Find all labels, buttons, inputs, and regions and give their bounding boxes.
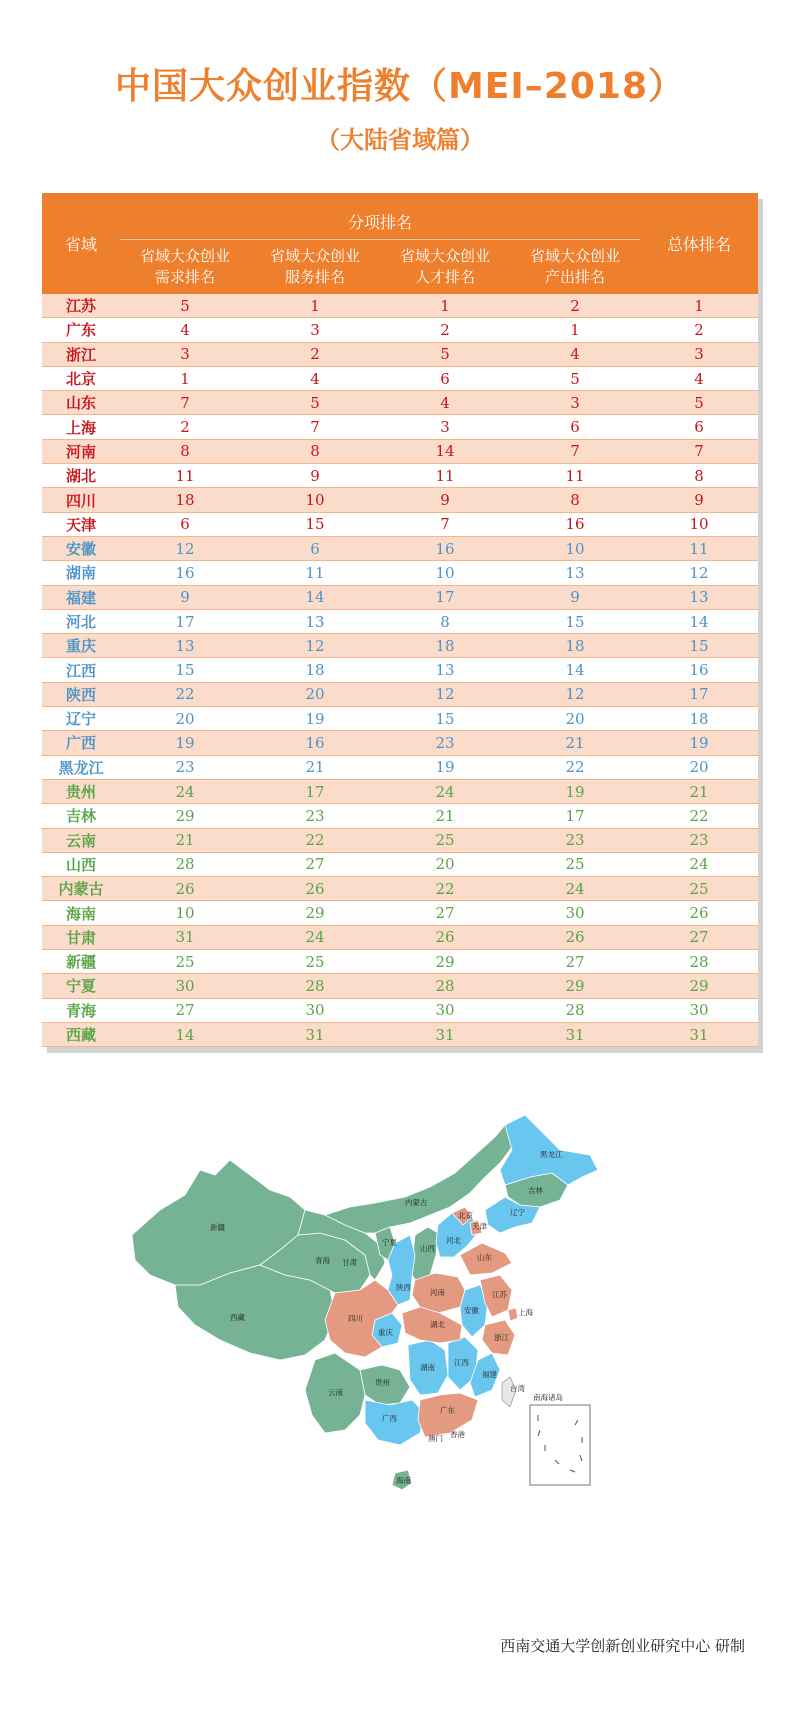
header-talent-rank [380, 240, 510, 295]
overall-rank: 30 [640, 998, 758, 1022]
map-label-taiwan: 台湾 [510, 1384, 525, 1393]
table-row [42, 561, 758, 585]
talent-rank: 27 [380, 901, 510, 925]
overall-rank: 13 [640, 585, 758, 609]
ranking-table-body [42, 294, 758, 1047]
map-label-hubei: 湖北 [430, 1320, 445, 1329]
talent-rank: 20 [380, 852, 510, 876]
map-label-henan: 河南 [430, 1288, 445, 1297]
province-name: 北京 [42, 366, 120, 390]
talent-rank: 25 [380, 828, 510, 852]
talent-rank: 28 [380, 974, 510, 998]
demand-rank: 12 [120, 536, 250, 560]
demand-rank: 17 [120, 609, 250, 633]
talent-rank: 12 [380, 682, 510, 706]
header-service-rank [250, 240, 380, 295]
talent-rank: 19 [380, 755, 510, 779]
table-row [42, 950, 758, 974]
service-rank: 30 [250, 998, 380, 1022]
table-row [42, 707, 758, 731]
header-output-line2: 产出排名 [544, 268, 605, 286]
overall-rank: 23 [640, 828, 758, 852]
header-province: 省域 [42, 193, 120, 294]
table-row [42, 464, 758, 488]
service-rank: 15 [250, 512, 380, 536]
overall-rank: 31 [640, 1022, 758, 1046]
table-row [42, 804, 758, 828]
overall-rank: 8 [640, 464, 758, 488]
output-rank: 15 [510, 609, 640, 633]
talent-rank: 7 [380, 512, 510, 536]
table-row [42, 634, 758, 658]
region-shanghai [508, 1308, 518, 1321]
output-rank: 23 [510, 828, 640, 852]
map-label-fujian: 福建 [482, 1370, 497, 1379]
service-rank: 1 [250, 294, 380, 318]
demand-rank: 3 [120, 342, 250, 366]
overall-rank: 4 [640, 366, 758, 390]
map-label-sichuan: 四川 [348, 1314, 363, 1323]
output-rank: 25 [510, 852, 640, 876]
service-rank: 28 [250, 974, 380, 998]
province-name: 黑龙江 [42, 755, 120, 779]
service-rank: 27 [250, 852, 380, 876]
service-rank: 4 [250, 366, 380, 390]
output-rank: 2 [510, 294, 640, 318]
map-label-jiangxi: 江西 [454, 1358, 469, 1367]
header-demand-line2: 需求排名 [154, 268, 215, 286]
demand-rank: 5 [120, 294, 250, 318]
service-rank: 17 [250, 779, 380, 803]
map-label-hebei: 河北 [446, 1236, 461, 1245]
page-title: 中国大众创业指数（MEI–2018） [114, 66, 685, 107]
output-rank: 31 [510, 1022, 640, 1046]
talent-rank: 5 [380, 342, 510, 366]
table-row [42, 415, 758, 439]
talent-rank: 16 [380, 536, 510, 560]
table-row [42, 852, 758, 876]
demand-rank: 21 [120, 828, 250, 852]
table-row [42, 585, 758, 609]
service-rank: 8 [250, 439, 380, 463]
header-output-rank [510, 240, 640, 295]
service-rank: 19 [250, 707, 380, 731]
demand-rank: 4 [120, 318, 250, 342]
demand-rank: 16 [120, 561, 250, 585]
output-rank: 24 [510, 877, 640, 901]
province-name: 广西 [42, 731, 120, 755]
map-label-shaanxi: 陕西 [396, 1283, 411, 1292]
map-label-guizhou: 贵州 [375, 1378, 390, 1387]
overall-rank: 28 [640, 950, 758, 974]
table-row [42, 391, 758, 415]
province-name: 贵州 [42, 779, 120, 803]
output-rank: 16 [510, 512, 640, 536]
province-name: 广东 [42, 318, 120, 342]
map-label-shandong: 山东 [477, 1253, 492, 1262]
map-label-heilongjiang: 黑龙江 [540, 1150, 563, 1159]
service-rank: 7 [250, 415, 380, 439]
output-rank: 29 [510, 974, 640, 998]
header-sub-rankings: 分项排名 [120, 193, 640, 240]
map-label-yunnan: 云南 [328, 1388, 343, 1397]
talent-rank: 8 [380, 609, 510, 633]
header-overall-rank: 总体排名 [640, 193, 758, 294]
province-name: 海南 [42, 901, 120, 925]
output-rank: 22 [510, 755, 640, 779]
overall-rank: 25 [640, 877, 758, 901]
map-label-hunan: 湖南 [420, 1363, 435, 1372]
overall-rank: 22 [640, 804, 758, 828]
overall-rank: 15 [640, 634, 758, 658]
talent-rank: 4 [380, 391, 510, 415]
talent-rank: 9 [380, 488, 510, 512]
overall-rank: 7 [640, 439, 758, 463]
demand-rank: 22 [120, 682, 250, 706]
output-rank: 28 [510, 998, 640, 1022]
header-output-line1: 省域大众创业 [529, 247, 620, 265]
map-label-xizang: 西藏 [230, 1313, 245, 1322]
service-rank: 29 [250, 901, 380, 925]
service-rank: 6 [250, 536, 380, 560]
service-rank: 21 [250, 755, 380, 779]
table-row [42, 877, 758, 901]
overall-rank: 29 [640, 974, 758, 998]
talent-rank: 29 [380, 950, 510, 974]
table-row [42, 998, 758, 1022]
service-rank: 31 [250, 1022, 380, 1046]
demand-rank: 28 [120, 852, 250, 876]
talent-rank: 13 [380, 658, 510, 682]
table-row [42, 536, 758, 560]
overall-rank: 10 [640, 512, 758, 536]
region-guangdong [418, 1393, 478, 1437]
talent-rank: 6 [380, 366, 510, 390]
table-row [42, 609, 758, 633]
map-label-aomen: 澳门 [428, 1434, 443, 1443]
table-row [42, 512, 758, 536]
demand-rank: 18 [120, 488, 250, 512]
table-row [42, 439, 758, 463]
province-name: 内蒙古 [42, 877, 120, 901]
demand-rank: 29 [120, 804, 250, 828]
output-rank: 4 [510, 342, 640, 366]
output-rank: 5 [510, 366, 640, 390]
demand-rank: 24 [120, 779, 250, 803]
map-label-jiangsu: 江苏 [492, 1290, 507, 1299]
province-name: 山东 [42, 391, 120, 415]
output-rank: 20 [510, 707, 640, 731]
demand-rank: 25 [120, 950, 250, 974]
talent-rank: 15 [380, 707, 510, 731]
demand-rank: 30 [120, 974, 250, 998]
map-label-liaoning: 辽宁 [510, 1208, 525, 1217]
table-row [42, 731, 758, 755]
overall-rank: 18 [640, 707, 758, 731]
table-row [42, 901, 758, 925]
demand-rank: 6 [120, 512, 250, 536]
output-rank: 8 [510, 488, 640, 512]
province-name: 四川 [42, 488, 120, 512]
output-rank: 30 [510, 901, 640, 925]
talent-rank: 23 [380, 731, 510, 755]
province-name: 山西 [42, 852, 120, 876]
map-label-ningxia: 宁夏 [382, 1238, 397, 1247]
page-subtitle: （大陆省域篇） [316, 126, 484, 154]
talent-rank: 10 [380, 561, 510, 585]
map-label-tianjin: 天津 [472, 1222, 487, 1231]
map-label-guangxi: 广西 [382, 1414, 397, 1423]
overall-rank: 19 [640, 731, 758, 755]
output-rank: 9 [510, 585, 640, 609]
header-service-line2: 服务排名 [284, 268, 345, 286]
service-rank: 22 [250, 828, 380, 852]
talent-rank: 3 [380, 415, 510, 439]
province-name: 江西 [42, 658, 120, 682]
province-name: 浙江 [42, 342, 120, 366]
output-rank: 6 [510, 415, 640, 439]
talent-rank: 22 [380, 877, 510, 901]
province-name: 西藏 [42, 1022, 120, 1046]
output-rank: 18 [510, 634, 640, 658]
demand-rank: 23 [120, 755, 250, 779]
talent-rank: 26 [380, 925, 510, 949]
service-rank: 5 [250, 391, 380, 415]
overall-rank: 17 [640, 682, 758, 706]
service-rank: 20 [250, 682, 380, 706]
output-rank: 21 [510, 731, 640, 755]
south-china-sea-inset [530, 1405, 590, 1485]
talent-rank: 30 [380, 998, 510, 1022]
map-label-nanhai: 南海诸岛 [533, 1393, 563, 1402]
map-label-beijing: 北京 [458, 1211, 473, 1220]
map-label-hainan: 海南 [396, 1476, 411, 1485]
table-row [42, 342, 758, 366]
demand-rank: 20 [120, 707, 250, 731]
demand-rank: 14 [120, 1022, 250, 1046]
header-demand-line1: 省域大众创业 [139, 247, 230, 265]
demand-rank: 11 [120, 464, 250, 488]
service-rank: 25 [250, 950, 380, 974]
header-talent-line2: 人才排名 [414, 268, 475, 286]
service-rank: 24 [250, 925, 380, 949]
overall-rank: 11 [640, 536, 758, 560]
demand-rank: 2 [120, 415, 250, 439]
header-talent-line1: 省域大众创业 [399, 247, 490, 265]
overall-rank: 20 [640, 755, 758, 779]
table-row [42, 682, 758, 706]
province-name: 重庆 [42, 634, 120, 658]
demand-rank: 31 [120, 925, 250, 949]
overall-rank: 3 [640, 342, 758, 366]
map-label-guangdong: 广东 [440, 1406, 455, 1415]
overall-rank: 6 [640, 415, 758, 439]
province-name: 吉林 [42, 804, 120, 828]
map-label-jilin: 吉林 [528, 1186, 543, 1195]
talent-rank: 17 [380, 585, 510, 609]
province-name: 甘肃 [42, 925, 120, 949]
service-rank: 26 [250, 877, 380, 901]
service-rank: 2 [250, 342, 380, 366]
map-label-anhui: 安徽 [464, 1306, 479, 1315]
output-rank: 10 [510, 536, 640, 560]
province-name: 河南 [42, 439, 120, 463]
talent-rank: 11 [380, 464, 510, 488]
province-name: 河北 [42, 609, 120, 633]
map-label-neimenggu: 内蒙古 [405, 1198, 428, 1207]
talent-rank: 24 [380, 779, 510, 803]
ranking-table-container [42, 193, 758, 1047]
map-label-xianggang: 香港 [450, 1430, 465, 1439]
header-service-line1: 省域大众创业 [269, 247, 360, 265]
overall-rank: 16 [640, 658, 758, 682]
talent-rank: 14 [380, 439, 510, 463]
province-name: 新疆 [42, 950, 120, 974]
overall-rank: 2 [640, 318, 758, 342]
service-rank: 9 [250, 464, 380, 488]
talent-rank: 21 [380, 804, 510, 828]
talent-rank: 1 [380, 294, 510, 318]
overall-rank: 9 [640, 488, 758, 512]
service-rank: 12 [250, 634, 380, 658]
map-label-gansu: 甘肃 [342, 1258, 357, 1267]
overall-rank: 21 [640, 779, 758, 803]
output-rank: 1 [510, 318, 640, 342]
map-label-zhejiang: 浙江 [494, 1333, 509, 1342]
footer-credit: 西南交通大学创新创业研究中心 研制 [500, 1637, 745, 1655]
province-name: 福建 [42, 585, 120, 609]
province-name: 湖北 [42, 464, 120, 488]
province-name: 天津 [42, 512, 120, 536]
table-row [42, 366, 758, 390]
province-name: 湖南 [42, 561, 120, 585]
output-rank: 27 [510, 950, 640, 974]
province-name: 陕西 [42, 682, 120, 706]
map-label-qinghai: 青海 [315, 1256, 330, 1265]
output-rank: 12 [510, 682, 640, 706]
overall-rank: 14 [640, 609, 758, 633]
china-map-svg [120, 1115, 680, 1575]
output-rank: 14 [510, 658, 640, 682]
output-rank: 17 [510, 804, 640, 828]
output-rank: 19 [510, 779, 640, 803]
service-rank: 14 [250, 585, 380, 609]
province-name: 青海 [42, 998, 120, 1022]
talent-rank: 31 [380, 1022, 510, 1046]
service-rank: 23 [250, 804, 380, 828]
table-row [42, 318, 758, 342]
service-rank: 3 [250, 318, 380, 342]
demand-rank: 8 [120, 439, 250, 463]
province-name: 安徽 [42, 536, 120, 560]
service-rank: 18 [250, 658, 380, 682]
table-row [42, 925, 758, 949]
province-name: 宁夏 [42, 974, 120, 998]
output-rank: 7 [510, 439, 640, 463]
province-name: 辽宁 [42, 707, 120, 731]
province-name: 江苏 [42, 294, 120, 318]
output-rank: 11 [510, 464, 640, 488]
table-row [42, 779, 758, 803]
map-label-xinjiang: 新疆 [210, 1223, 225, 1232]
output-rank: 13 [510, 561, 640, 585]
table-row [42, 1022, 758, 1046]
map-label-shanxi: 山西 [420, 1244, 435, 1253]
china-map [120, 1115, 680, 1575]
service-rank: 11 [250, 561, 380, 585]
overall-rank: 26 [640, 901, 758, 925]
overall-rank: 24 [640, 852, 758, 876]
overall-rank: 5 [640, 391, 758, 415]
table-row [42, 828, 758, 852]
output-rank: 26 [510, 925, 640, 949]
talent-rank: 18 [380, 634, 510, 658]
demand-rank: 10 [120, 901, 250, 925]
output-rank: 3 [510, 391, 640, 415]
demand-rank: 15 [120, 658, 250, 682]
service-rank: 16 [250, 731, 380, 755]
demand-rank: 27 [120, 998, 250, 1022]
talent-rank: 2 [380, 318, 510, 342]
ranking-table [42, 193, 758, 1047]
map-label-shanghai: 上海 [518, 1308, 533, 1317]
demand-rank: 9 [120, 585, 250, 609]
table-row [42, 974, 758, 998]
table-row [42, 658, 758, 682]
demand-rank: 19 [120, 731, 250, 755]
service-rank: 13 [250, 609, 380, 633]
demand-rank: 1 [120, 366, 250, 390]
overall-rank: 12 [640, 561, 758, 585]
map-label-chongqing: 重庆 [378, 1328, 393, 1337]
table-row [42, 755, 758, 779]
overall-rank: 27 [640, 925, 758, 949]
service-rank: 10 [250, 488, 380, 512]
province-name: 云南 [42, 828, 120, 852]
header-demand-rank [120, 240, 250, 295]
table-row [42, 294, 758, 318]
overall-rank: 1 [640, 294, 758, 318]
demand-rank: 26 [120, 877, 250, 901]
province-name: 上海 [42, 415, 120, 439]
table-row [42, 488, 758, 512]
demand-rank: 13 [120, 634, 250, 658]
demand-rank: 7 [120, 391, 250, 415]
